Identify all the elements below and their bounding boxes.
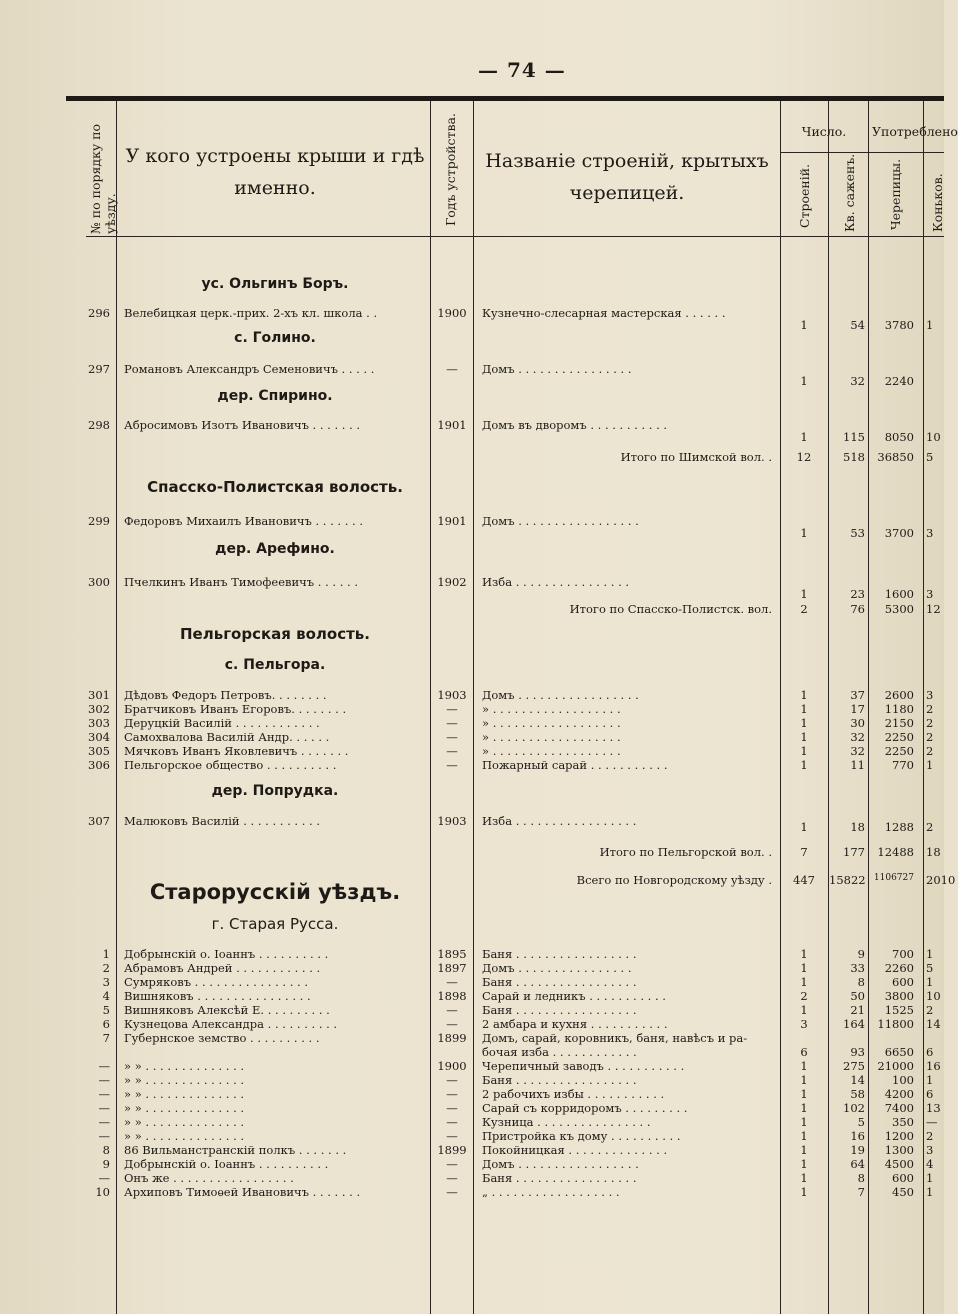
row-s: 8 — [857, 1171, 865, 1185]
row-no: 307 — [88, 814, 110, 828]
row-s: 37 — [850, 688, 865, 702]
row-owner: Сумряковъ . . . . . . . . . . . . . . . . — [124, 975, 309, 989]
row-name: » . . . . . . . . . . . . . . . . . . — [482, 730, 621, 744]
row-no: 297 — [88, 362, 110, 376]
row-k: 2 — [926, 716, 934, 730]
row-k: 10 — [926, 989, 941, 1003]
row-no: 3 — [102, 975, 110, 989]
row-t: 1180 — [884, 702, 914, 716]
section-spassko: Спасско-Полистская волость. — [147, 478, 403, 496]
total-s: 518 — [843, 450, 865, 464]
row-no: 5 — [102, 1003, 110, 1017]
row-b: 1 — [800, 1171, 808, 1185]
row-t: 2600 — [884, 688, 914, 702]
row-year: 1897 — [437, 961, 467, 975]
row-b: 3 — [800, 1017, 808, 1031]
row-k: 13 — [926, 1101, 941, 1115]
row-owner: Онъ же . . . . . . . . . . . . . . . . . — [124, 1171, 294, 1185]
row-b: 1 — [800, 1157, 808, 1171]
row-s: 115 — [843, 430, 865, 444]
row-no: 2 — [102, 961, 110, 975]
row-s: 14 — [850, 1073, 865, 1087]
section-golino: с. Голино. — [234, 330, 316, 346]
row-no: 9 — [102, 1157, 110, 1171]
row-s: 32 — [850, 374, 865, 388]
row-t: 2150 — [884, 716, 914, 730]
row-no: 8 — [102, 1143, 110, 1157]
row-name: Домъ . . . . . . . . . . . . . . . . . — [482, 1157, 639, 1171]
row-year: — — [446, 1017, 458, 1031]
row-name: Баня . . . . . . . . . . . . . . . . . — [482, 975, 637, 989]
row-year: — — [446, 702, 458, 716]
row-name: Кузнечно-слесарная мастерская . . . . . . — [482, 306, 726, 320]
row-year: — — [446, 1073, 458, 1087]
row-year: 1899 — [437, 1031, 467, 1045]
row-name: Кузница . . . . . . . . . . . . . . . . — [482, 1115, 651, 1129]
row-k: 3 — [926, 688, 934, 702]
row-no: — — [98, 1073, 110, 1087]
row-t: 700 — [892, 947, 914, 961]
total-t: 36850 — [877, 450, 914, 464]
row-owner: Романовъ Александръ Семеновичъ . . . . . — [124, 362, 375, 376]
row-k: 2 — [926, 702, 934, 716]
header-building-name: Названіе строеній, крытыхъ черепицей. — [485, 150, 769, 204]
row-k: 1 — [926, 318, 934, 332]
row-s: 275 — [843, 1059, 865, 1073]
row-year: — — [446, 1171, 458, 1185]
header-count-group: Число. — [801, 124, 847, 139]
row-s: 33 — [850, 961, 865, 975]
section-arefino: дер. Арефино. — [215, 541, 335, 557]
row-year: 1901 — [437, 418, 467, 432]
row-s: 32 — [850, 730, 865, 744]
row-b: 1 — [800, 1143, 808, 1157]
row-b: 1 — [800, 947, 808, 961]
total-label: Всего по Новгородскому уѣзду . — [576, 873, 772, 887]
row-no: 302 — [88, 702, 110, 716]
row-year: — — [446, 1101, 458, 1115]
column-divider — [116, 101, 117, 1314]
row-b: 1 — [800, 1087, 808, 1101]
row-t: 100 — [892, 1073, 914, 1087]
row-owner: Мячковъ Иванъ Яковлевичъ . . . . . . . — [124, 744, 349, 758]
row-t: 1525 — [884, 1003, 914, 1017]
total-b: 7 — [800, 845, 808, 859]
row-k: 16 — [926, 1059, 941, 1073]
row-t: 350 — [892, 1115, 914, 1129]
row-name: Изба . . . . . . . . . . . . . . . . — [482, 575, 630, 589]
row-year: 1903 — [437, 814, 467, 828]
row-no: — — [98, 1059, 110, 1073]
row-no: — — [98, 1101, 110, 1115]
column-divider — [473, 101, 474, 1314]
row-k: 2 — [926, 1003, 934, 1017]
row-b: 1 — [800, 318, 808, 332]
row-b: 1 — [800, 1059, 808, 1073]
row-name: Домъ . . . . . . . . . . . . . . . . — [482, 961, 632, 975]
row-name: Домъ . . . . . . . . . . . . . . . . — [482, 362, 632, 376]
header-buildings: Строеній. — [797, 163, 812, 228]
row-k: 1 — [926, 1073, 934, 1087]
row-year: — — [446, 1003, 458, 1017]
row-no: 298 — [88, 418, 110, 432]
row-k: 1 — [926, 1171, 934, 1185]
header-group-rule — [780, 152, 944, 153]
row-t: 11800 — [877, 1017, 914, 1031]
row-name: „ . . . . . . . . . . . . . . . . . . — [482, 1185, 620, 1199]
row-owner: Деруцкій Василій . . . . . . . . . . . . — [124, 716, 320, 730]
row-s: 64 — [850, 1157, 865, 1171]
row-name: Баня . . . . . . . . . . . . . . . . . — [482, 1171, 637, 1185]
row-s: 11 — [850, 758, 865, 772]
header-ridge: Коньков. — [930, 173, 945, 232]
row-b: 1 — [800, 374, 808, 388]
row-no: 4 — [102, 989, 110, 1003]
row-b: 1 — [800, 1115, 808, 1129]
row-b: 1 — [800, 526, 808, 540]
header-bottom-rule — [86, 236, 944, 237]
row-name: Пожарный сарай . . . . . . . . . . . — [482, 758, 668, 772]
row-t: 600 — [892, 1171, 914, 1185]
row-name: Баня . . . . . . . . . . . . . . . . . — [482, 1003, 637, 1017]
row-year: 1900 — [437, 1059, 467, 1073]
row-no: 7 — [102, 1031, 110, 1045]
row-year: — — [446, 744, 458, 758]
row-name: 2 амбара и кухня . . . . . . . . . . . — [482, 1017, 668, 1031]
row-owner: Губернское земство . . . . . . . . . . — [124, 1031, 320, 1045]
row-b: 1 — [800, 688, 808, 702]
row-t: 1600 — [884, 587, 914, 601]
row-k: 6 — [926, 1087, 934, 1101]
row-no: 6 — [102, 1017, 110, 1031]
row-s: 5 — [857, 1115, 865, 1129]
row-year: — — [446, 975, 458, 989]
row-owner: » » . . . . . . . . . . . . . . — [124, 1115, 245, 1129]
total-k: 5 — [926, 450, 934, 464]
row-name: Баня . . . . . . . . . . . . . . . . . — [482, 947, 637, 961]
row-year: — — [446, 1115, 458, 1129]
row-owner: Абрамовъ Андрей . . . . . . . . . . . . — [124, 961, 321, 975]
header-sazhen: Кв. саженъ. — [842, 153, 857, 232]
row-name: » . . . . . . . . . . . . . . . . . . — [482, 716, 621, 730]
total-s: 177 — [843, 845, 865, 859]
row-k: 1 — [926, 1185, 934, 1199]
row-k: 2 — [926, 820, 934, 834]
page-number: — 74 — — [478, 58, 566, 82]
row-k: — — [926, 1115, 938, 1129]
row-no: 303 — [88, 716, 110, 730]
section-poprudka: дер. Попрудка. — [211, 783, 339, 799]
header-used-group: Употреблено — [872, 124, 958, 139]
row-no: 305 — [88, 744, 110, 758]
row-k: 2 — [926, 730, 934, 744]
header-tiles: Черепицы. — [888, 158, 903, 230]
row-t: 8050 — [884, 430, 914, 444]
row-b: 1 — [800, 1185, 808, 1199]
section-pelgorskaya: Пельгорская волость. — [180, 625, 370, 643]
row-owner: » » . . . . . . . . . . . . . . — [124, 1101, 245, 1115]
row-k: 1 — [926, 947, 934, 961]
row-name: Домъ въ дворомъ . . . . . . . . . . . — [482, 418, 668, 432]
row-b: 1 — [800, 1003, 808, 1017]
row-name: » . . . . . . . . . . . . . . . . . . — [482, 744, 621, 758]
row-no: 300 — [88, 575, 110, 589]
row-s: 9 — [857, 947, 865, 961]
row-owner: Архиповъ Тимоѳей Ивановичъ . . . . . . . — [124, 1185, 361, 1199]
row-b: 1 — [800, 961, 808, 975]
section-staraya-russa: г. Старая Русса. — [211, 915, 339, 933]
row-t: 1288 — [884, 820, 914, 834]
row-year: — — [446, 1157, 458, 1171]
row-no: — — [98, 1087, 110, 1101]
row-owner: » » . . . . . . . . . . . . . . — [124, 1073, 245, 1087]
row-no: 299 — [88, 514, 110, 528]
section-staroruss: Старорусскій уѣздъ. — [149, 880, 401, 904]
total-label: Итого по Спасско-Полистск. вол. — [569, 602, 772, 616]
row-k: 6 — [926, 1045, 934, 1059]
row-year: — — [446, 716, 458, 730]
total-b: 12 — [796, 450, 812, 464]
row-owner: Вишняковъ . . . . . . . . . . . . . . . . — [124, 989, 311, 1003]
row-owner: Пельгорское общество . . . . . . . . . . — [124, 758, 337, 772]
row-owner: Велебицкая церк.-прих. 2-хъ кл. школа . . — [124, 306, 378, 320]
total-label: Итого по Шимской вол. . — [620, 450, 772, 464]
row-t: 3700 — [884, 526, 914, 540]
total-k: 2010 — [926, 873, 956, 887]
row-year: — — [446, 1087, 458, 1101]
row-k: 1 — [926, 975, 934, 989]
row-owner: » » . . . . . . . . . . . . . . — [124, 1087, 245, 1101]
row-year: — — [446, 1129, 458, 1143]
header-owner: У кого устроены крыши и гдѣ именно. — [125, 145, 425, 199]
row-s: 17 — [850, 702, 865, 716]
row-b: 1 — [800, 1073, 808, 1087]
row-t: 2250 — [884, 744, 914, 758]
row-t: 4500 — [884, 1157, 914, 1171]
row-b: 2 — [800, 989, 808, 1003]
row-k: 5 — [926, 961, 934, 975]
row-b: 1 — [800, 587, 808, 601]
row-b: 1 — [800, 702, 808, 716]
row-owner: Кузнецова Александра . . . . . . . . . . — [124, 1017, 338, 1031]
total-b: 447 — [793, 873, 815, 887]
row-owner: » » . . . . . . . . . . . . . . — [124, 1059, 245, 1073]
row-t: 21000 — [877, 1059, 914, 1073]
row-t: 3800 — [884, 989, 914, 1003]
row-s: 30 — [850, 716, 865, 730]
row-owner: Малюковъ Василій . . . . . . . . . . . — [124, 814, 320, 828]
row-no: 306 — [88, 758, 110, 772]
row-owner: Вишняковъ Алексѣй Е. . . . . . . . . . — [124, 1003, 330, 1017]
top-rule — [66, 96, 944, 101]
row-b: 1 — [800, 430, 808, 444]
row-name: Покойницкая . . . . . . . . . . . . . . — [482, 1143, 668, 1157]
row-owner: Пчелкинъ Иванъ Тимофеевичъ . . . . . . — [124, 575, 358, 589]
row-s: 50 — [850, 989, 865, 1003]
row-no: 304 — [88, 730, 110, 744]
row-name: Изба . . . . . . . . . . . . . . . . . — [482, 814, 637, 828]
row-s: 32 — [850, 744, 865, 758]
row-s: 21 — [850, 1003, 865, 1017]
row-no: 301 — [88, 688, 110, 702]
row-s: 102 — [843, 1101, 865, 1115]
row-no: 296 — [88, 306, 110, 320]
row-t: 2250 — [884, 730, 914, 744]
row-t: 2260 — [884, 961, 914, 975]
row-year: — — [446, 1185, 458, 1199]
row-s: 23 — [850, 587, 865, 601]
row-no: — — [98, 1115, 110, 1129]
section-pelgora: с. Пельгора. — [224, 657, 326, 673]
row-owner: Добрынскій о. Іоаннъ . . . . . . . . . . — [124, 1157, 329, 1171]
row-name: Домъ, сарай, коровникъ, баня, навѣсъ и ра- — [482, 1031, 748, 1045]
header-year: Годъ устройства. — [443, 113, 458, 226]
row-no: — — [98, 1129, 110, 1143]
row-k: 3 — [926, 1143, 934, 1157]
row-s: 164 — [843, 1017, 865, 1031]
row-t: 4200 — [884, 1087, 914, 1101]
row-owner: 86 Вильманстранскій полкъ . . . . . . . — [124, 1143, 347, 1157]
row-b: 1 — [800, 716, 808, 730]
header-number: № по порядку по уѣзду. — [88, 123, 118, 234]
row-s: 93 — [850, 1045, 865, 1059]
column-divider — [923, 101, 924, 1314]
section-olgin-bor: ус. Ольгинъ Боръ. — [201, 276, 349, 292]
row-name: Домъ . . . . . . . . . . . . . . . . . — [482, 514, 639, 528]
row-b: 1 — [800, 1129, 808, 1143]
row-name: Баня . . . . . . . . . . . . . . . . . — [482, 1073, 637, 1087]
row-name: Пристройка къ дому . . . . . . . . . . — [482, 1129, 681, 1143]
row-t: 600 — [892, 975, 914, 989]
row-name: » . . . . . . . . . . . . . . . . . . — [482, 702, 621, 716]
row-year: — — [446, 362, 458, 376]
total-t: 5300 — [884, 602, 914, 616]
row-s: 16 — [850, 1129, 865, 1143]
row-no: 10 — [95, 1185, 110, 1199]
row-owner: Самохвалова Василій Андр. . . . . . — [124, 730, 330, 744]
row-k: 2 — [926, 1129, 934, 1143]
row-b: 1 — [800, 975, 808, 989]
row-k: 4 — [926, 1157, 934, 1171]
row-owner: Федоровъ Михаилъ Ивановичъ . . . . . . . — [124, 514, 363, 528]
total-label: Итого по Пельгорской вол. . — [599, 845, 772, 859]
row-year: 1895 — [437, 947, 467, 961]
row-s: 53 — [850, 526, 865, 540]
row-owner: Дѣдовъ Федоръ Петровъ. . . . . . . . — [124, 688, 327, 702]
section-spirino: дер. Спирино. — [217, 388, 333, 404]
row-year: 1903 — [437, 688, 467, 702]
row-owner: Добрынскій о. Іоаннъ . . . . . . . . . . — [124, 947, 329, 961]
row-no: — — [98, 1171, 110, 1185]
row-name: Домъ . . . . . . . . . . . . . . . . . — [482, 688, 639, 702]
row-b: 1 — [800, 758, 808, 772]
row-k: 14 — [926, 1017, 941, 1031]
row-t: 7400 — [884, 1101, 914, 1115]
row-year: — — [446, 758, 458, 772]
row-k: 2 — [926, 744, 934, 758]
row-year: — — [446, 730, 458, 744]
row-k: 3 — [926, 587, 934, 601]
total-t: 12488 — [877, 845, 914, 859]
row-name: Сарай и ледникъ . . . . . . . . . . . — [482, 989, 666, 1003]
total-t: 1106727 — [873, 873, 914, 883]
total-b: 2 — [800, 602, 808, 616]
row-owner: Братчиковъ Иванъ Егоровъ. . . . . . . . — [124, 702, 347, 716]
total-s: 76 — [850, 602, 865, 616]
row-k: 1 — [926, 758, 934, 772]
row-k: 3 — [926, 526, 934, 540]
row-t: 2240 — [884, 374, 914, 388]
row-name: 2 рабочихъ избы . . . . . . . . . . . — [482, 1087, 665, 1101]
row-t: 1300 — [884, 1143, 914, 1157]
row-s: 18 — [850, 820, 865, 834]
row-s: 7 — [857, 1185, 865, 1199]
row-owner: Абросимовъ Изотъ Ивановичъ . . . . . . . — [124, 418, 361, 432]
row-s: 8 — [857, 975, 865, 989]
row-t: 770 — [892, 758, 914, 772]
row-b: 1 — [800, 730, 808, 744]
row-b: 6 — [800, 1045, 808, 1059]
row-b: 1 — [800, 744, 808, 758]
row-year: 1899 — [437, 1143, 467, 1157]
row-b: 1 — [800, 1101, 808, 1115]
row-t: 6650 — [884, 1045, 914, 1059]
row-s: 19 — [850, 1143, 865, 1157]
row-k: 10 — [926, 430, 941, 444]
row-name: Сарай съ корридоромъ . . . . . . . . . — [482, 1101, 688, 1115]
total-k: 12 — [926, 602, 941, 616]
row-b: 1 — [800, 820, 808, 834]
row-no: 1 — [102, 947, 110, 961]
row-owner: » » . . . . . . . . . . . . . . — [124, 1129, 245, 1143]
row-s: 54 — [850, 318, 865, 332]
row-t: 3780 — [884, 318, 914, 332]
row-t: 450 — [892, 1185, 914, 1199]
row-s: 58 — [850, 1087, 865, 1101]
row-year: 1902 — [437, 575, 467, 589]
row-name: Черепичный заводъ . . . . . . . . . . . — [482, 1059, 685, 1073]
total-s: 15822 — [829, 873, 866, 887]
total-k: 18 — [926, 845, 941, 859]
row-year: 1898 — [437, 989, 467, 1003]
row-name: бочая изба . . . . . . . . . . . . — [482, 1045, 637, 1059]
row-year: 1901 — [437, 514, 467, 528]
row-year: 1900 — [437, 306, 467, 320]
row-t: 1200 — [884, 1129, 914, 1143]
